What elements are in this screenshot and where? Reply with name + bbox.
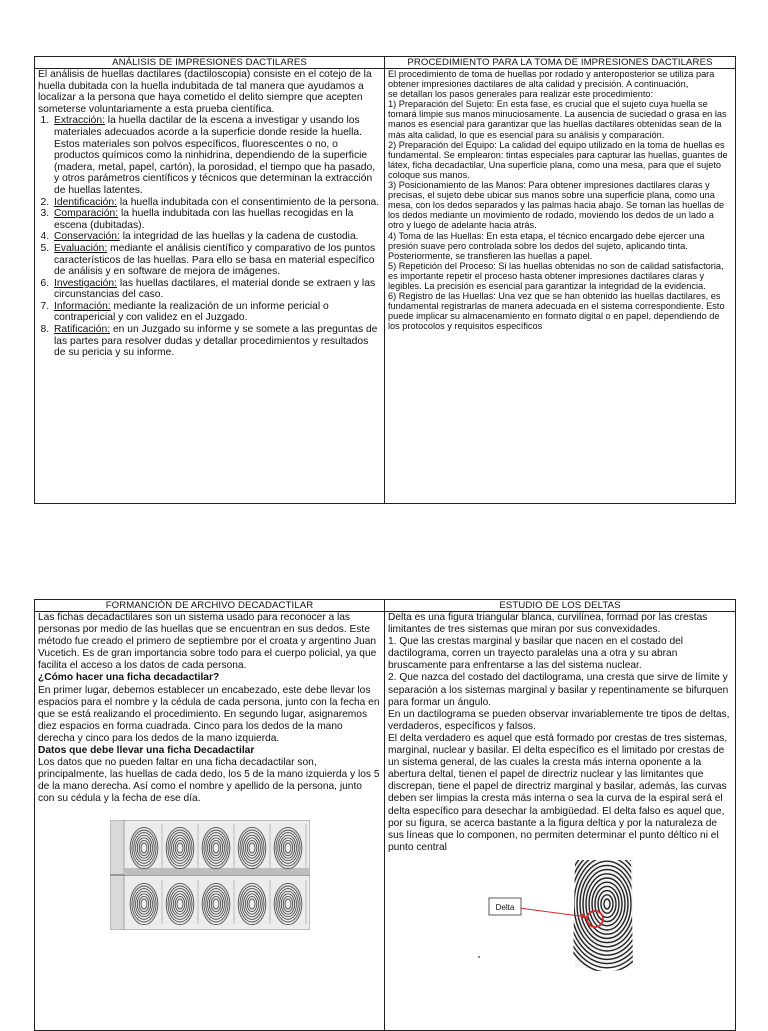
- procedure-header: PROCEDIMIENTO PARA LA TOMA DE IMPRESIONES DACTILARES: [385, 57, 736, 69]
- analysis-header: ANÁLISIS DE IMPRESIONES DACTILARES: [35, 57, 385, 69]
- deltas-paragraph: 1. Que las crestas marginal y basilar que nacen en el costado del dactilograma, corren un trayecto paralelas una a otra y su abran bruscamente para enfrentarse a las del sistema nuclear.: [388, 636, 684, 672]
- decadactilar-heading-2: Datos que debe llevar una ficha Decadactilar: [38, 745, 255, 757]
- analysis-step: 5. Evaluación: mediante el análisis científico y comparativo de los puntos característicos de las huellas. Para ello se basa en material específico de análisis y en software de mejora de imágenes.: [52, 243, 381, 278]
- procedure-paragraph: 2) Preparación del Equipo: La calidad del equipo utilizado en la toma de huellas es fundamental. Se emplearon: tintas especiales para capturar las huellas, guantes de látex, ficha decadactilar, Una superficie plana, como una mesa, para que el sujeto coloque sus manos.: [388, 139, 728, 180]
- decadactilar-deltas-table: [34, 599, 736, 1031]
- analysis-procedure-table: [34, 56, 736, 504]
- procedure-paragraph: 1) Preparación del Sujeto: En esta fase, es crucial que el sujeto cuya huella se tomará limpie sus manos minuciosamente. La ausencia de suciedad o grasa en las manos es esencial para garantizar que las huellas dactilares obtenidas sean de la más alta calidad, lo que es esencial para su análisis y comparación.: [388, 99, 727, 140]
- procedure-paragraph: El procedimiento de toma de huellas por rodado y anteroposterior se utiliza para obtener impresiones dactilares de alta calidad y precisión. A continuación,: [388, 69, 715, 90]
- deltas-header: ESTUDIO DE LOS DELTAS: [385, 600, 736, 612]
- procedure-paragraph: 3) Posicionamiento de las Manos: Para obtener impresiones dactilares claras y precisas, el sujeto debe ubicar sus manos sobre una superficie plana, como una mesa, con los dedos separados y las palmas hacia abajo. Se toman las huellas de los dedos mediante un movimiento de rodado, moviendo los dedos de un lado a otro y luego de adelante hacia atrás.: [388, 180, 725, 231]
- analysis-cell: [35, 69, 385, 504]
- analysis-step: 2. Identificación: la huella indubitada con el consentimiento de la persona.: [52, 197, 381, 209]
- delta-label: Delta: [495, 902, 515, 912]
- decadactilar-p1: Las fichas decadactilares son un sistema usado para reconocer a las personas por medio de las huellas que se encuentran en sus dedos. Este método fue creado el primero de septiembre por el croata y argentino Juan Vucetich. Es de gran importancia sobre todo para el cuerpo policial, ya que facilita el acceso a los datos de cada persona.: [38, 612, 377, 672]
- analysis-steps: [38, 115, 381, 358]
- deltas-paragraph: El delta verdadero es aquel que está formado por crestas de tres sistemas, marginal, nuclear y basilar. El delta específico es el limitado por crestas de un sistema general, de las cuales la cresta más interna oponente a la abertura deltal, tienen el papel de directriz nuclear y las limitantes que discrepan, tiene el papel de directriz marginal y basilar, además, las curvas deben ser limpias la cresta más interna o sea la curva de la espiral será el delta específico para desechar la ambigüedad. El delta falso es aquel que, por su figura, se acerca bastante a la figura deltica y por la naturaleza de sus líneas que lo componen, no permiten determinar el punto déltico ni el punto central: [388, 732, 728, 853]
- analysis-step: 3. Comparación: la huella indubitada con las huellas recogidas en la escena (dubitadas).: [52, 208, 381, 231]
- deltas-paragraph: 2. Que nazca del costado del dactilograma, una cresta que sirve de límite y separación a los sistemas marginal y basilar y repentinamente se bifurquen para formar un ángulo.: [388, 672, 729, 708]
- analysis-step: 7. Información: mediante la realización de un informe pericial o contrapericial y con validez en el Juzgado.: [52, 301, 381, 324]
- analysis-step: 1. Extracción: la huella dactilar de la escena a investigar y usando los materiales adecuados acorde a la superficie donde reside la huella. Estos materiales son polvos específicos, fluorescentes o no, o productos químicos como la ninhidrina, dependiendo de la superficie (madera, metal, papel, cartón), la porosidad, el tiempo que ha pasado, y otros parámetros científicos y técnicos que determinan la extracción de huellas latentes.: [52, 115, 381, 196]
- procedure-paragraph: 6) Registro de las Huellas: Una vez que se han obtenido las huellas dactilares, es fundamental registrarlas de manera adecuada en el sistema correspondiente. Esto puede implicar su almacenamiento en formato digital o en papel, dependiendo de los protocolos y requisitos específicos: [388, 291, 725, 332]
- procedure-paragraph: se detallan los pasos generales para realizar este procedimiento:: [388, 89, 654, 100]
- deltas-cell: [385, 612, 736, 1031]
- fingerprint-card-image: [110, 820, 310, 930]
- decadactilar-header: FORMANCIÓN DE ARCHIVO DECADACTILAR: [35, 600, 385, 612]
- analysis-intro: El análisis de huellas dactilares (dactiloscopia) consiste en el cotejo de la huella dubitada con la huella indubitada de tal manera que ayudamos a localizar a la persona que haya cometido el delito siempre que acepten someterse voluntariamente a esta prueba científica.: [38, 69, 372, 115]
- deltas-paragraph: En un dactilograma se pueden observar invariablemente tre tipos de deltas, verdaderos, específicos y falsos.: [388, 708, 730, 732]
- decadactilar-p2: En primer lugar, debemos establecer un encabezado, este debe llevar los espacios para el nombre y la cédula de cada persona, junto con la fecha en que se está realizando el procedimiento. En segundo lugar, asignaremos diez espacios en forma cuadrada. Cinco para los dedos de la mano derecha y cinco para los dedos de la mano izquierda.: [38, 684, 380, 744]
- procedure-paragraph: 5) Repetición del Proceso: Si las huellas obtenidas no son de calidad satisfactoria, es importante repetir el proceso hasta obtener impresiones dactilares claras y legibles. La precisión es esencial para garantizar la integridad de la evidencia.: [388, 260, 724, 291]
- decadactilar-p3: Los datos que no pueden faltar en una ficha decadactilar son, principalmente, las huellas de cada dedo, los 5 de la mano izquierda y los 5 de la mano derecha. Así como el nombre y apellido de la persona, junto con su cédula y la fecha de ese día.: [38, 757, 380, 805]
- procedure-paragraph: 4) Toma de las Huellas: En esta etapa, el técnico encargado debe ejercer una presión suave pero controlada sobre los dedos del sujeto, aplicando tinta. Posteriormente, se transfieren las huellas a papel.: [388, 230, 705, 261]
- decadactilar-cell: [35, 612, 385, 1031]
- delta-diagram: [483, 856, 743, 974]
- analysis-step: 4. Conservación: la integridad de las huellas y la cadena de custodia.: [52, 231, 381, 243]
- analysis-step: 8. Ratificación: en un Juzgado su informe y se somete a las preguntas de las partes para resolver dudas y detallar procedimientos y resultados de su pericia y su informe.: [52, 324, 381, 359]
- deltas-paragraph: Delta es una figura triangular blanca, curvilínea, formad por las crestas limitantes de tres sistemas que miran por sus convexidades.: [388, 612, 708, 636]
- decadactilar-heading-1: ¿Cómo hacer una ficha decadactilar?: [38, 672, 220, 684]
- procedure-cell: [385, 69, 736, 504]
- analysis-step: 6. Investigación: las huellas dactilares, el material donde se extraen y las circunstancias del caso.: [52, 278, 381, 301]
- stray-dot: [478, 956, 480, 958]
